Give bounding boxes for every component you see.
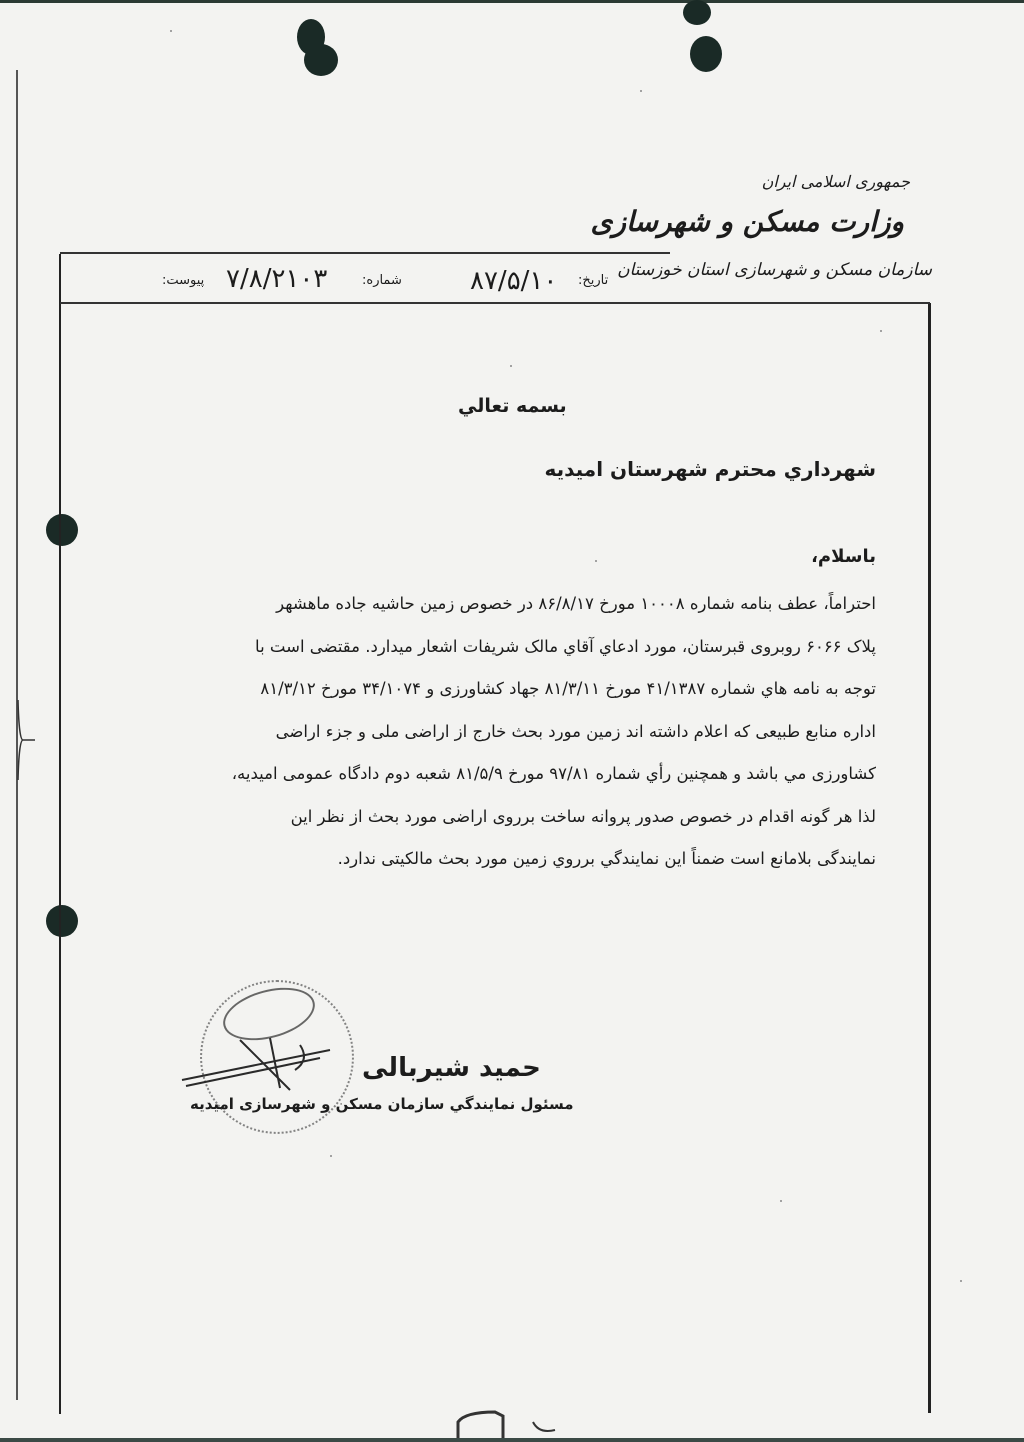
addressee: شهرداري محترم شهرستان اميديه <box>544 457 876 481</box>
scan-speck <box>330 1155 332 1157</box>
letterhead-ministry: وزارت مسکن و شهرسازی <box>590 205 904 238</box>
punch-hole-top-right-a <box>683 0 711 25</box>
signatory-title: مسئول نمایندگي سازمان مسکن و شهرسازی امیدیه <box>190 1095 574 1113</box>
body-line: توجه به نامه هاي شماره ۴۱/۱۳۸۷ مورخ ۸۱/۳/۱۱ جهاد کشاورزی و ۳۴/۱۰۷۴ مورخ ۸۱/۳/۱۲ <box>260 679 876 698</box>
number-label: شماره: <box>362 273 402 288</box>
punch-hole-top-left-b <box>304 44 338 76</box>
scan-speck <box>595 560 597 562</box>
body-line: نمایندگی بلامانع است ضمناً این نمایندگي برروي زمین مورد بحث مالکیتی ندارد. <box>337 849 876 868</box>
bracket-mark <box>15 700 39 780</box>
body-line: کشاورزی مي باشد و همچنین رأي شماره ۹۷/۸۱ مورخ ۸۱/۵/۹ شعبه دوم دادگاه عمومی امیدیه، <box>231 764 876 783</box>
date-value: ۸۷/۵/۱۰ <box>470 266 558 296</box>
attachment-label: پیوست: <box>162 273 205 288</box>
greeting: باسلام، <box>811 546 876 567</box>
scan-speck <box>510 365 512 367</box>
punch-hole-top-right-b <box>690 36 722 72</box>
body-line: لذا هر گونه اقدام در خصوص صدور پروانه ساخت برروی اراضی مورد بحث از نظر این <box>290 806 876 826</box>
body-line: پلاک ۶۰۶۶ روبروی قبرستان، مورد ادعاي آقاي مالک شریفات اشعار میدارد. مقتضی است با <box>255 636 876 656</box>
date-label: تاریخ: <box>578 273 609 288</box>
body-line: احتراماً، عطف بنامه شماره ۱۰۰۰۸ مورخ ۸۶/۸/۱۷ در خصوص زمین حاشیه جاده ماهشهر <box>276 594 876 613</box>
letterhead-organization: سازمان مسکن و شهرسازی استان خوزستان <box>617 260 932 280</box>
body-line: اداره منابع طبیعی که اعلام داشته اند زمین مورد بحث خارج از اراضی ملی و جزء اراضی <box>275 721 876 741</box>
handwritten-mark <box>455 1400 575 1440</box>
left-border-line <box>59 254 61 1414</box>
header-top-rule <box>60 252 670 254</box>
header-bottom-rule <box>60 302 930 304</box>
scan-speck <box>780 1200 782 1202</box>
letterhead-country: جمهوری اسلامی ایران <box>761 172 910 191</box>
punch-hole-left-lower <box>46 905 78 937</box>
scan-speck <box>880 330 882 332</box>
scan-top-edge <box>0 0 1024 3</box>
signatory-name: حمید شیربالی <box>362 1053 541 1083</box>
signature-scribble <box>180 1030 340 1100</box>
number-value: ۷/۸/۲۱۰۳ <box>226 264 328 294</box>
scan-speck <box>960 1280 962 1282</box>
right-border-line <box>928 303 931 1413</box>
punch-hole-left-upper <box>46 514 78 546</box>
scan-speck <box>640 90 642 92</box>
letter-body <box>156 583 876 881</box>
invocation: بسمه تعالي <box>458 395 567 417</box>
scan-speck <box>170 30 172 32</box>
